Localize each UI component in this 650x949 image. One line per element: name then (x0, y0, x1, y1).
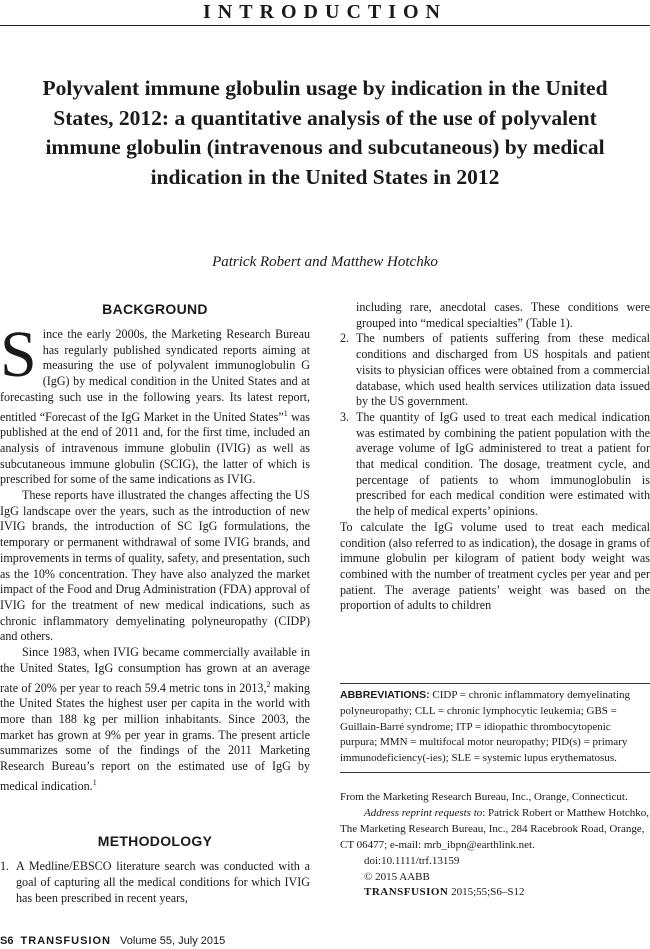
methodology-heading: METHODOLOGY (97, 833, 213, 850)
background-paragraph-2: These reports have illustrated the changes affecting the US IgG landscape over the years, such as the introduction of new IVIG brands, the introduction of SC IgG formulations, the temporary or permanent withdrawal of some IVIG brands, and improvements in terms of quality, safety, and presentation, such as the 10% concentration. They have also analyzed the market impact of the Food and Drug Administration (FDA) approval of IVIG for the treatment of new medical indications, such as chronic inflammatory demyelinating polyneuropathy (CIDP) and others. (0, 488, 310, 644)
page-footer (0, 935, 360, 947)
drop-cap: S (0, 318, 37, 391)
affiliation-from: From the Marketing Research Bureau, Inc., Orange, Connecticut. (340, 791, 628, 803)
page-number: S6 (0, 935, 14, 947)
doi: doi:10.1111/trf.13159 (364, 854, 460, 867)
methodology-item-3: 3. The quantity of IgG used to treat each medical indication was estimated by combining the patient population with the average volume of IgG administered to treat a patient for that medical condition. The dosage, treatment cycle, and percentage of patients to whom immunoglobulin is prescribed for each medical condition were estimated with the help of medical experts’ opinions. (340, 409, 650, 519)
article-authors: Patrick Robert and Matthew Hotchko (212, 254, 438, 270)
header-rule (0, 25, 650, 26)
footer-journal: TRANSFUSION (20, 935, 111, 947)
right-column (340, 300, 650, 614)
methodology-closing-paragraph: To calculate the IgG volume used to treat each medical condition (also referred to as indication), the dosage in grams of immune globulin per kilogram of patient body weight was combined with the number of treatment cycles per year and per patient. The average patients’ weight was based on the proportion of adults to children (340, 519, 650, 613)
left-column (0, 300, 310, 907)
section-header: INTRODUCTION (202, 1, 448, 23)
copyright: © 2015 AABB (364, 870, 430, 883)
journal-reference: TRANSFUSION 2015;55;S6–S12 (364, 886, 525, 899)
footer-issue: Volume 55, July 2015 (120, 935, 226, 947)
article-title: Polyvalent immune globulin usage by indication in the United States, 2012: a quantitative analysis of the use of polyvalent immune globulin (intravenous and subcutaneous) by medical indication in the United States in 2012 (42, 76, 608, 189)
abbreviations-box (340, 683, 650, 773)
methodology-item-1: 1. A Medline/EBSCO literature search was conducted with a goal of capturing all the medical conditions for which IVIG has been prescribed in recent years, (0, 859, 310, 905)
background-paragraph-1: Since the early 2000s, the Marketing Research Bureau has regularly published syndicated reports aiming at measuring the use of polyvalent immunoglobulin G (IgG) by medical condition in the United States and at forecasting such use in the following years. Its latest report, entitled “Forecast of the IgG Market in the United States”$^1$ was published at the end of 2011 and, for the first time, included an analysis of intravenous immune globulin (IVIG) as well as subcutaneous immune globulin (SCIG), the latter of which is prescribed for some of the same indications as IVIG. (0, 318, 310, 487)
methodology-item-2: 2. The numbers of patients suffering from these medical conditions and discharged from US hospitals and patient visits to physician offices were obtained from a commercial database, which used health services utilization data issued by the US government. (340, 331, 650, 409)
abbreviations-text: CIDP = chronic inflammatory demyelinating polyneuropathy; CLL = chronic lymphocytic leukemia; GBS = Guillain-Barré syndrome; ITP = idiopathic thrombocytopenic purpura; MMN = multifocal motor neuropathy; PID(s) = primary immunodeficiency(-ies); SLE = systemic lupus erythematosus. (340, 689, 631, 765)
methodology-item-1-continued: including rare, anecdotal cases. These conditions were grouped into “medical specialties” (Table 1). (356, 300, 650, 330)
background-heading: BACKGROUND (102, 301, 208, 317)
reprint-request: Address reprint requests to: Patrick Robert or Matthew Hotchko, The Marketing Research Bureau, Inc., 284 Racebrook Road, Orange, CT 06477; e-mail: mrb_ibpn@earthlink.net. (340, 806, 650, 851)
background-paragraph-3: Since 1983, when IVIG became commercially available in the United States, IgG consumption has grown at an average rate of 20% per year to reach 59.4 metric tons in 2013,$^2$ making the United States the highest user per capita in the world with more than 188 kg per million inhabitants. Since 2003, the market has grown at 9% per year in grams. The present article summarizes some of the findings of the 2011 Marketing Research Bureau’s report on the estimated use of IgG by medical indication.$^1$ (0, 645, 310, 793)
affiliation-block (340, 790, 650, 901)
abbreviations-label: ABBREVIATIONS: (340, 689, 430, 701)
